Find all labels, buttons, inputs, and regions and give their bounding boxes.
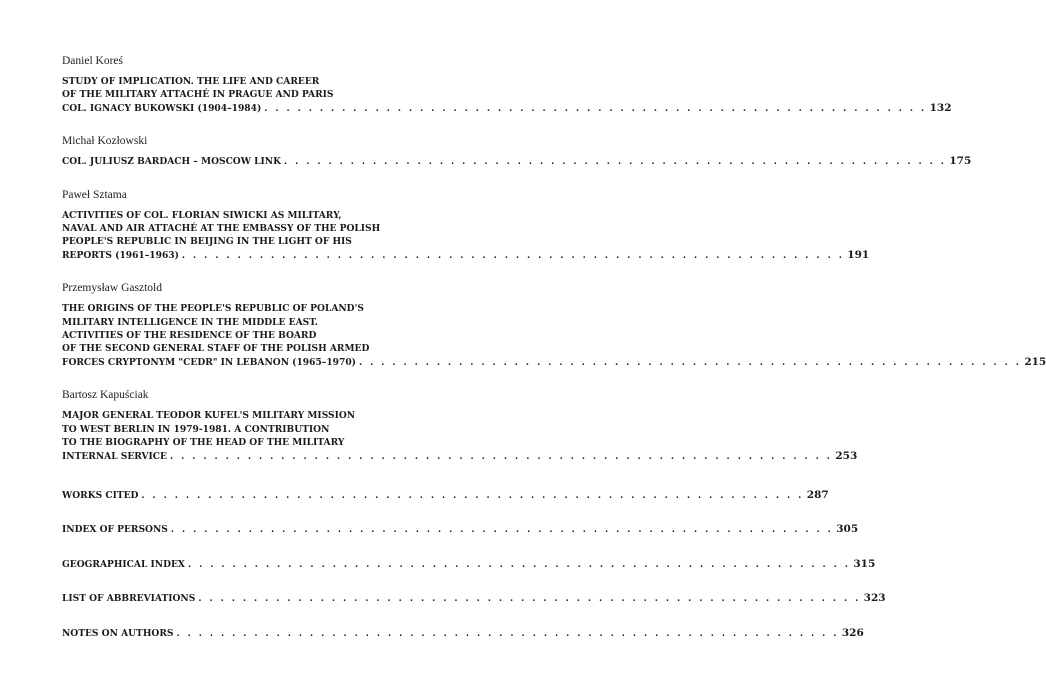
- toc-section: [62, 592, 886, 605]
- entry-author: Przemysław Gasztold: [62, 282, 162, 295]
- toc-entry: [62, 389, 858, 463]
- entry-title-line: MAJOR GENERAL TEODOR KUFEL'S MILITARY MISSION: [62, 410, 356, 422]
- entry-author: Paweł Sztama: [62, 188, 127, 201]
- toc-section: [62, 523, 859, 536]
- entry-title-last-line[interactable]: [62, 248, 870, 262]
- toc-section: [62, 557, 876, 571]
- section-line[interactable]: [62, 592, 886, 605]
- toc-section: [62, 488, 829, 502]
- page-number: 326: [841, 626, 864, 639]
- toc-entry: [62, 135, 972, 168]
- entry-title-line: STUDY OF IMPLICATION. THE LIFE AND CAREER: [62, 76, 320, 87]
- dot-leader: [188, 558, 850, 571]
- entry-author: Daniel Koreś: [62, 55, 123, 67]
- entry-title-text: COL. IGNACY BUKOWSKI (1904–1984): [62, 102, 262, 114]
- page-number: 215: [1024, 355, 1046, 368]
- dot-leader: [198, 592, 860, 605]
- page-number: 253: [835, 449, 858, 462]
- entry-title-text: FORCES CRYPTONYM "CEDR" IN LEBANON (1965–1970): [62, 356, 356, 368]
- dot-leader: [141, 489, 803, 502]
- entry-title-line: OF THE SECOND GENERAL STAFF OF THE POLISH ARMED: [62, 343, 370, 355]
- entry-author: Michał Kozłowski: [62, 135, 148, 148]
- section-line[interactable]: [62, 523, 859, 536]
- entry-title-text: REPORTS (1961–1963): [62, 249, 179, 261]
- dot-leader: [359, 356, 1021, 369]
- page-number: 175: [949, 155, 972, 168]
- entry-title-line: THE ORIGINS OF THE PEOPLE'S REPUBLIC OF POLAND'S: [62, 303, 364, 315]
- dot-leader: [284, 155, 946, 168]
- page-number: 191: [847, 248, 870, 261]
- entry-title-text: COL. JULIUSZ BARDACH – MOSCOW LINK: [62, 156, 281, 168]
- entry-title-line: TO WEST BERLIN IN 1979-1981. A CONTRIBUTION: [62, 423, 330, 435]
- page-number: 315: [853, 557, 876, 570]
- dot-leader: [171, 523, 833, 536]
- entry-title-line: MILITARY INTELLIGENCE IN THE MIDDLE EAST.: [62, 316, 318, 328]
- page-number: 305: [836, 523, 859, 536]
- section-title: NOTES ON AUTHORS: [62, 627, 174, 639]
- entry-title-line: ACTIVITIES OF THE RESIDENCE OF THE BOARD: [62, 330, 317, 342]
- entry-author: Bartosz Kapuściak: [62, 389, 149, 402]
- section-line[interactable]: [62, 557, 876, 571]
- entry-title-text: INTERNAL SERVICE: [62, 450, 167, 462]
- dot-leader: [182, 249, 844, 262]
- page-number: 132: [929, 101, 952, 114]
- table-of-contents: [62, 55, 1046, 661]
- toc-entry: [62, 282, 1046, 369]
- page-number: 323: [863, 592, 886, 605]
- entry-title-line: ACTIVITIES OF COL. FLORIAN SIWICKI AS MILITARY,: [62, 209, 342, 221]
- dot-leader: [264, 102, 926, 115]
- dot-leader: [176, 627, 838, 640]
- section-line[interactable]: [62, 626, 864, 640]
- entry-title-last-line[interactable]: [62, 155, 972, 168]
- entry-title-line: OF THE MILITARY ATTACHÉ IN PRAGUE AND PARIS: [62, 89, 334, 101]
- toc-section: [62, 626, 864, 640]
- dot-leader: [170, 450, 832, 463]
- page-number: 287: [806, 488, 829, 501]
- section-title: GEOGRAPHICAL INDEX: [62, 558, 185, 570]
- toc-entry: [62, 55, 952, 115]
- entry-title-line: NAVAL AND AIR ATTACHÉ AT THE EMBASSY OF THE POLISH: [62, 223, 381, 235]
- section-title: LIST OF ABBREVIATIONS: [62, 593, 196, 605]
- section-line[interactable]: [62, 488, 829, 502]
- entry-title-line: PEOPLE'S REPUBLIC IN BEIJING IN THE LIGHT OF HIS: [62, 236, 352, 248]
- toc-entry: [62, 188, 870, 263]
- section-title: INDEX OF PERSONS: [62, 524, 168, 536]
- section-title: WORKS CITED: [62, 489, 139, 501]
- entry-title-last-line[interactable]: [62, 449, 858, 463]
- entry-title-last-line[interactable]: [62, 355, 1046, 369]
- entry-title-last-line[interactable]: [62, 101, 952, 115]
- entry-title-line: TO THE BIOGRAPHY OF THE HEAD OF THE MILITARY: [62, 437, 345, 449]
